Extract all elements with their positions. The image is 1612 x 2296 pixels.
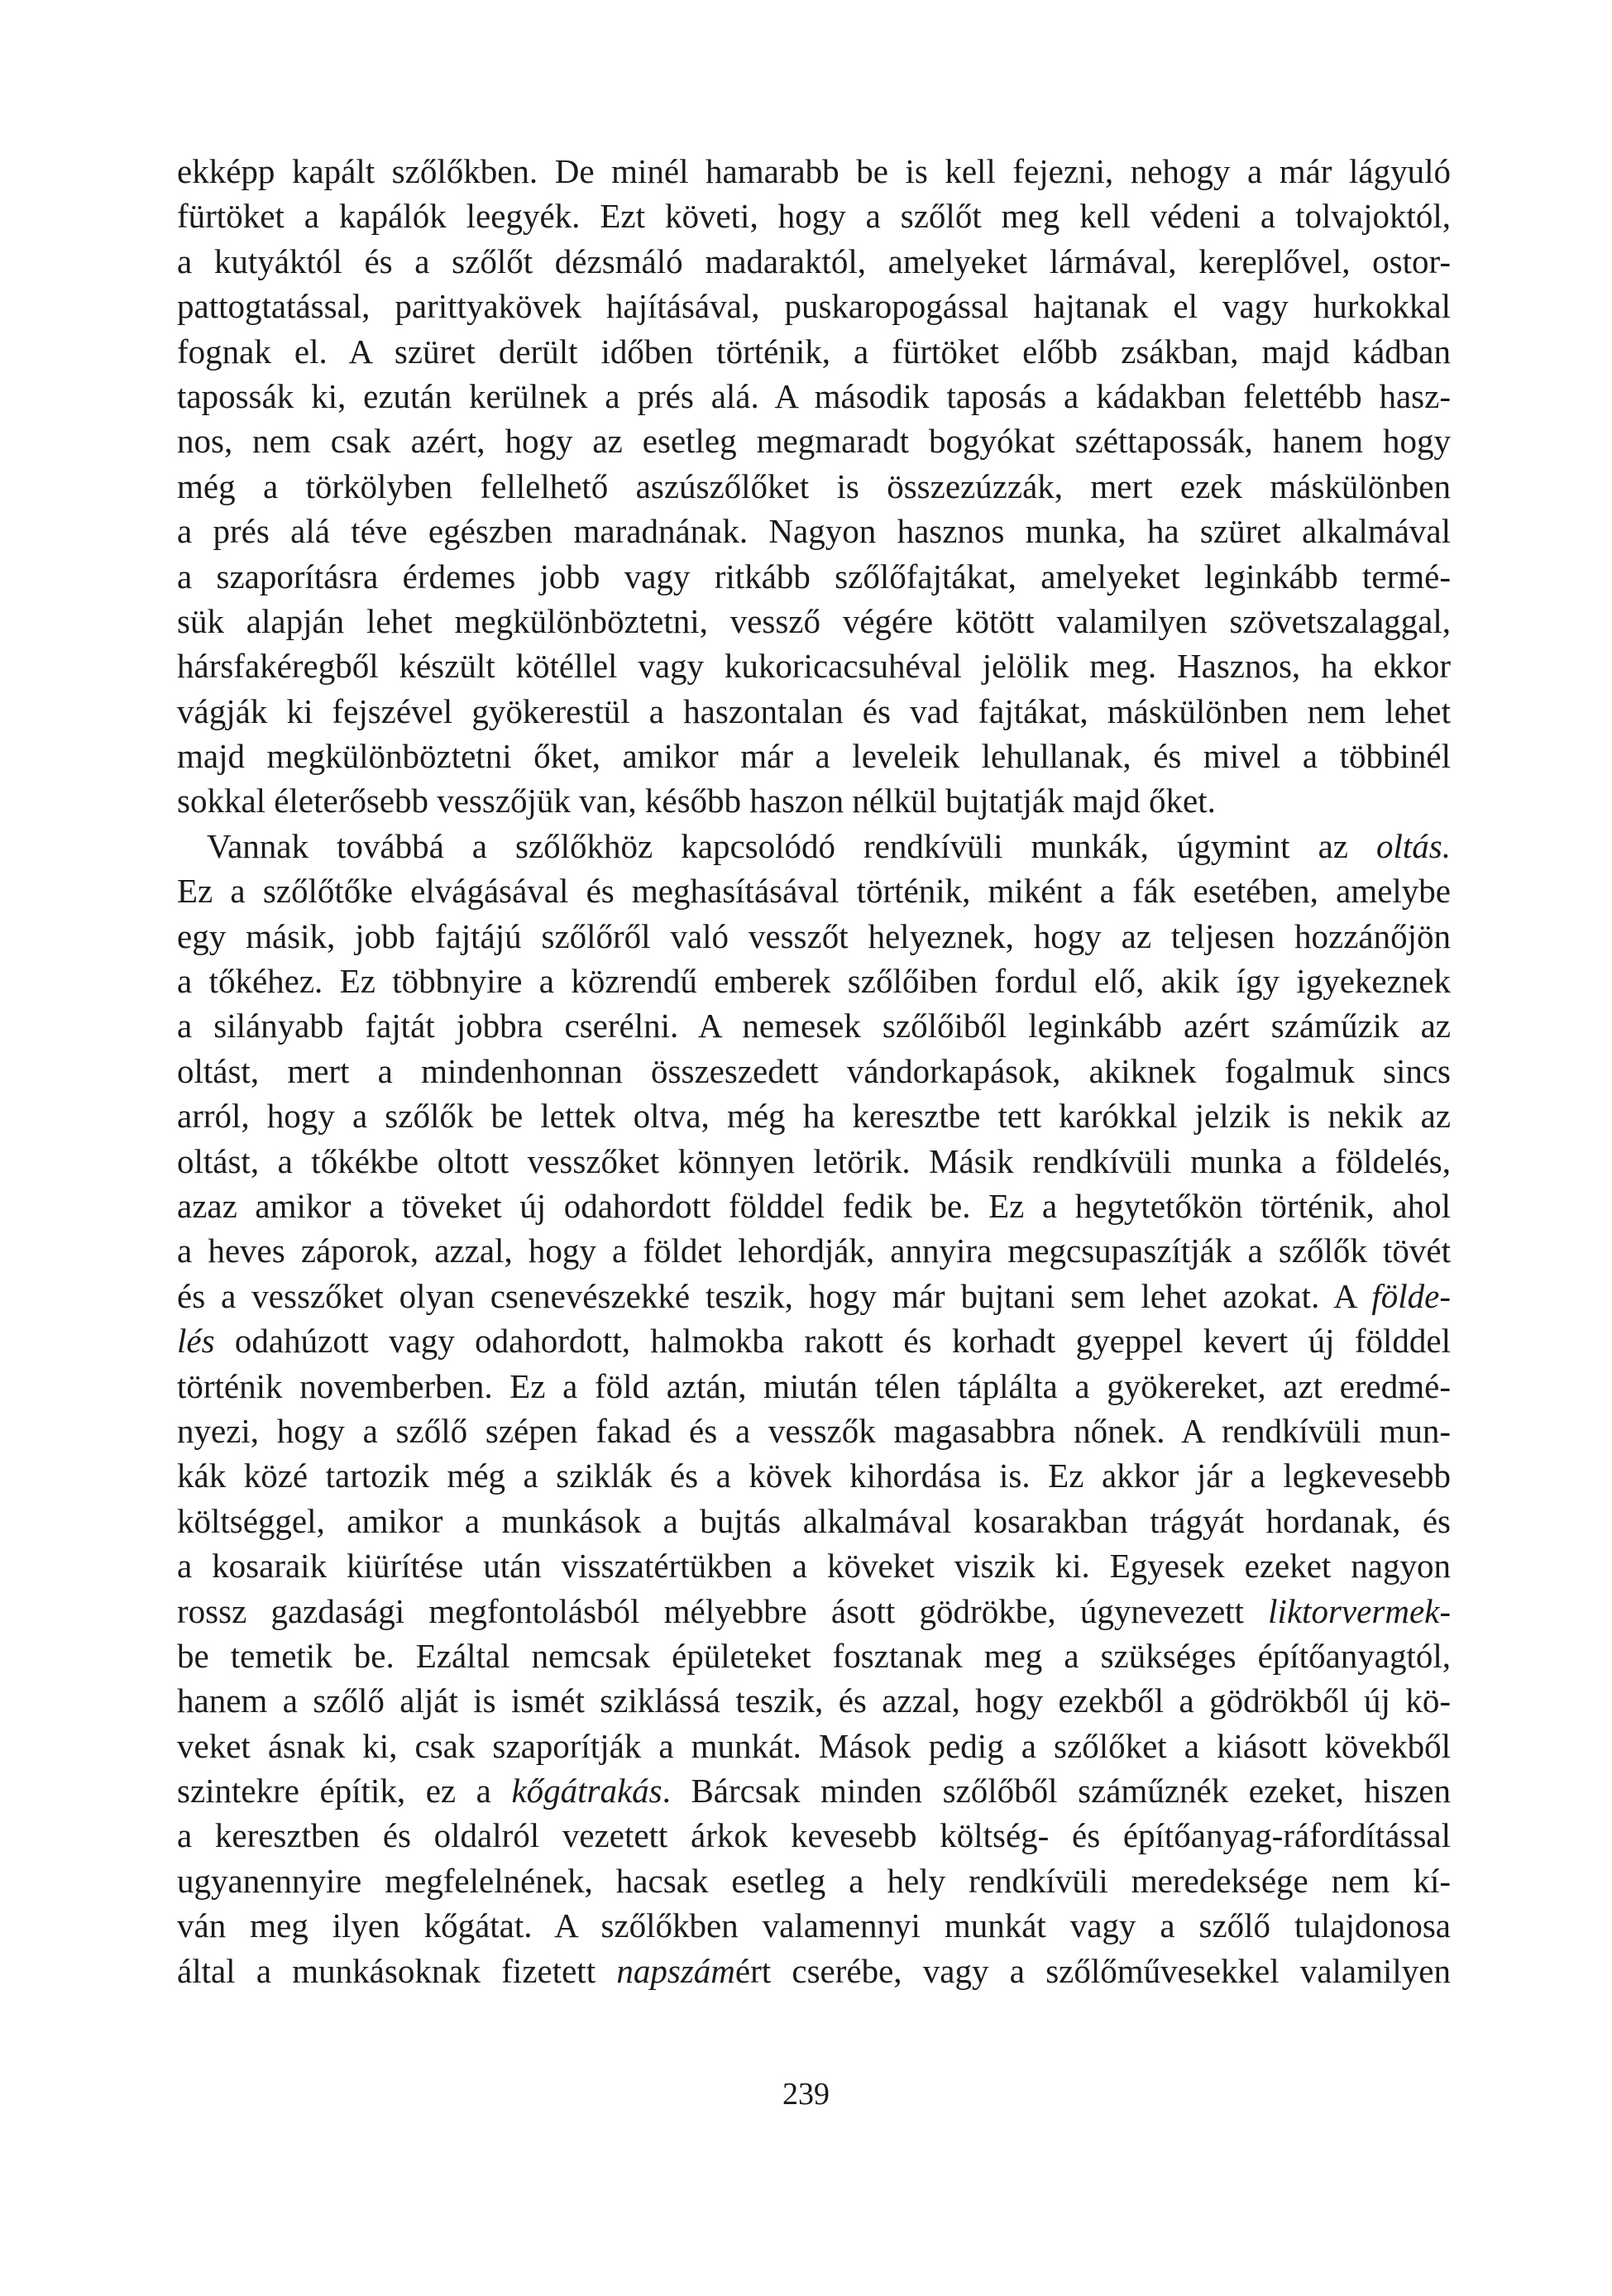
text-segment: szintekre építik, ez a: [177, 1772, 512, 1810]
italic-term: kőgátrakás: [511, 1772, 662, 1810]
text-line: [177, 1589, 1451, 1634]
italic-term: liktorvermek-: [1268, 1591, 1451, 1630]
text-line: pattogtatással, parittyakövek hajításával, puskaropogással hajtanak el vagy hurkokkal: [177, 287, 1451, 326]
text-line: a szaporításra érdemes jobb vagy ritkább szőlőfajtákat, amelyeket leginkább termé-: [177, 557, 1451, 596]
text-line: ugyanennyire megfelelnének, hacsak esetleg a hely rendkívüli meredeksége nem kí-: [177, 1861, 1451, 1900]
text-line: a tőkéhez. Ez többnyire a közrendű emberek szőlőiben fordul elő, akik így igyekeznek: [177, 962, 1451, 1001]
text-segment: odahúzott vagy odahordott, halmokba rakott és korhadt gyeppel kevert új földdel: [214, 1322, 1451, 1361]
text-line: egy másik, jobb fajtájú szőlőről való vesszőt helyeznek, hogy az teljesen hozzánőjön: [177, 916, 1451, 955]
text-line: [177, 1949, 1451, 1993]
italic-term: oltás.: [1376, 826, 1451, 865]
text-line: fürtöket a kapálók leegyék. Ezt követi, hogy a szőlőt meg kell védeni a tolvajoktól,: [177, 197, 1451, 236]
text-line: tapossák ki, ezután kerülnek a prés alá. A második taposás a kádakban felettébb hasz-: [177, 376, 1451, 415]
text-line: nyezi, hogy a szőlő szépen fakad és a vesszők magasabbra nőnek. A rendkívüli mun-: [177, 1411, 1451, 1450]
text-line: a kutyáktól és a szőlőt dézsmáló madaraktól, amelyeket lármával, kereplővel, ostor-: [177, 242, 1451, 280]
text-line: ekképp kapált szőlőkben. De minél hamarabb be is kell fejezni, nehogy a már lágyuló: [177, 152, 1451, 190]
text-line: vágják ki fejszével gyökerestül a haszontalan és vad fajtákat, máskülönben nem lehet: [177, 691, 1451, 730]
text-line: nos, nem csak azért, hogy az esetleg megmaradt bogyókat széttapossák, hanem hogy: [177, 422, 1451, 461]
text-line: sokkal életerősebb vesszőjük van, később haszon nélkül bujtatják majd őket.: [177, 782, 1216, 820]
text-line: majd megkülönböztetni őket, amikor már a leveleik lehullanak, és mivel a többinél: [177, 737, 1451, 776]
text-line: sük alapján lehet megkülönböztetni, vessző végére kötött valamilyen szövetszalaggal,: [177, 601, 1451, 640]
italic-term: lés: [177, 1322, 215, 1361]
text-segment: ért cserébe, vagy a szőlőművesekkel valamilyen: [734, 1951, 1451, 1990]
text-segment: Vannak továbbá a szőlőkhöz kapcsolódó rendkívüli munkák, úgymint az: [207, 826, 1376, 865]
text-line: Ez a szőlőtőke elvágásával és meghasításával történik, miként a fák esetében, amelybe: [177, 872, 1451, 911]
text-line: [177, 1318, 1451, 1363]
italic-term: földe-: [1371, 1276, 1451, 1315]
text-segment: . Bárcsak minden szőlőből száműznék ezeket, hiszen: [662, 1772, 1452, 1810]
text-segment: rossz gazdasági megfontolásból mélyebbre ásott gödrökbe, úgynevezett: [177, 1591, 1269, 1630]
text-segment: és a vesszőket olyan csenevészekké teszik, hogy már bujtani sem lehet azokat. A: [177, 1276, 1372, 1315]
text-line: kák közé tartozik még a sziklák és a kövek kihordása is. Ez akkor jár a legkevesebb: [177, 1457, 1451, 1495]
text-line: a heves záporok, azzal, hogy a földet lehordják, annyira megcsupaszítják a szőlők tövét: [177, 1232, 1451, 1270]
text-line: oltást, mert a mindenhonnan összeszedett vándorkapások, akiknek fogalmuk sincs: [177, 1051, 1451, 1090]
text-line: még a törkölyben fellelhető aszúszőlőket is összezúzzák, mert ezek máskülönben: [177, 466, 1451, 505]
text-segment: által a munkásoknak fizetett: [177, 1951, 617, 1990]
italic-term: napszám: [616, 1951, 735, 1990]
text-line: ván meg ilyen kőgátat. A szőlőkben valamennyi munkát vagy a szőlő tulajdonosa: [177, 1906, 1451, 1945]
text-line: történik novemberben. Ez a föld aztán, miután télen táplálta a gyökereket, azt eredmé-: [177, 1366, 1451, 1405]
text-line: veket ásnak ki, csak szaporítják a munkát. Mások pedig a szőlőket a kiásott kövekből: [177, 1726, 1451, 1765]
text-line: a kosaraik kiürítése után visszatértükben a köveket viszik ki. Egyesek ezeket nagyon: [177, 1547, 1451, 1586]
text-line: [177, 824, 1451, 868]
page-number: 239: [782, 2077, 830, 2112]
text-line: a silányabb fajtát jobbra cserélni. A nemesek szőlőiből leginkább azért száműzik az: [177, 1007, 1451, 1045]
text-line: [177, 1274, 1451, 1318]
text-line: a keresztben és oldalról vezetett árkok kevesebb költség- és építőanyag-ráfordítással: [177, 1816, 1451, 1855]
text-line: azaz amikor a töveket új odahordott földdel fedik be. Ez a hegytetőkön történik, ahol: [177, 1186, 1451, 1225]
body-text: [177, 149, 1451, 1993]
text-line: [177, 1768, 1451, 1813]
text-line: a prés alá téve egészben maradnának. Nagyon hasznos munka, ha szüret alkalmával: [177, 512, 1451, 551]
text-line: oltást, a tőkékbe oltott vesszőket könnyen letörik. Másik rendkívüli munka a földelés,: [177, 1141, 1451, 1180]
text-line: be temetik be. Ezáltal nemcsak épületeket fosztanak meg a szükséges építőanyagtól,: [177, 1636, 1451, 1675]
text-line: fognak el. A szüret derült időben történik, a fürtöket előbb zsákban, majd kádban: [177, 332, 1451, 371]
text-line: hársfakéregből készült kötéllel vagy kukoricacsuhéval jelölik meg. Hasznos, ha ekkor: [177, 647, 1451, 686]
text-line: költséggel, amikor a munkások a bujtás alkalmával kosarakban trágyát hordanak, és: [177, 1501, 1451, 1540]
text-line: hanem a szőlő alját is ismét sziklássá teszik, és azzal, hogy ezekből a gödrökből új kö-: [177, 1681, 1451, 1720]
text-line: arról, hogy a szőlők be lettek oltva, még ha keresztbe tett karókkal jelzik is nekik az: [177, 1097, 1451, 1136]
